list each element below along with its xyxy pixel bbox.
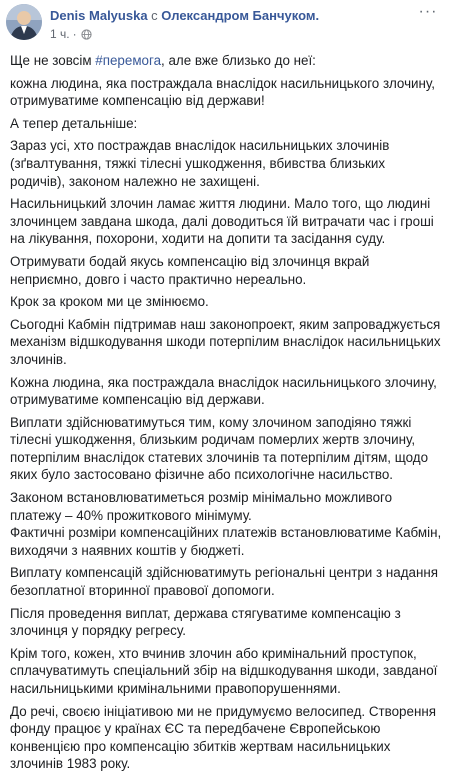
post-paragraph: Отримувати бодай якусь компенсацію від злочинця вкрай неприємно, довго і часто практично нереально. bbox=[10, 253, 370, 287]
author-line bbox=[50, 8, 319, 24]
post-paragraph: Крім того, кожен, хто вчинив злочин або кримінальний проступок, сплачуватимуть спеціальний збір на відшкодування шкоди, завданої насильницькими кримінальними правопорушеннями. bbox=[10, 645, 438, 696]
post-text bbox=[10, 52, 442, 778]
post-paragraph: кожна людина, яка постраждала внаслідок насильницького злочину, отримуватиме компенсацію від держави! bbox=[10, 75, 436, 109]
post-paragraph: Після проведення виплат, держава стягуватиме компенсацію з злочинця у порядку регресу. bbox=[10, 605, 401, 639]
post-paragraph: Насильницький злочин ламає життя людини. Мало того, що людині злочинцем завдана шкода, далі доводиться їй витрачати час і гроші на лікування, похорони, ходити на допити та засідання суду. bbox=[10, 196, 434, 247]
post-paragraph: Виплату компенсацій здійснюватимуть регіональні центри з надання безоплатної вторинної правової допомоги. bbox=[10, 565, 438, 599]
post-paragraph: Крок за кроком ми це змінюємо. bbox=[10, 294, 209, 310]
avatar[interactable] bbox=[6, 4, 42, 40]
post-paragraph: Сьогодні Кабмін підтримав наш законопроект, яким запроваджується механізм відшкодування шкоди потерпілим внаслідок насильницьких злочинів. bbox=[10, 316, 441, 367]
more-options-icon[interactable]: ··· bbox=[418, 3, 438, 20]
post-text-fragment: Фактичні розміри компенсаційних платежів встановлюватиме Кабмін, виходячи з наявних коштів у бюджеті. bbox=[10, 525, 442, 558]
post-header bbox=[0, 0, 449, 52]
post-paragraph: А тепер детальніше: bbox=[10, 115, 138, 131]
post-meta bbox=[50, 27, 92, 43]
meta-separator: · bbox=[72, 27, 77, 41]
with-label: с bbox=[151, 8, 158, 23]
globe-icon[interactable] bbox=[81, 29, 92, 43]
author-name-link[interactable]: Denis Malyuska bbox=[50, 8, 148, 23]
post-paragraph bbox=[10, 489, 442, 559]
post-timestamp-link[interactable]: 1 ч. bbox=[50, 27, 70, 41]
post-text-fragment: Законом встановлюватиметься розмір мінімально можливого платежу – 40% прожиткового мінімуму. bbox=[10, 490, 393, 523]
post-paragraph: Зараз усі, хто постраждав внаслідок насильницьких злочинів (зґвалтування, тяжкі тілесні ушкодження, вбивства близьких родичів), законом належно не захищені. bbox=[10, 138, 390, 189]
tagged-user-link[interactable]: Олександром Банчуком. bbox=[161, 8, 320, 23]
post-text-fragment: , але вже близько до неї: bbox=[161, 53, 316, 68]
post-paragraph: Виплати здійснюватимуться тим, кому злочином заподіяно тяжкі тілесні ушкодження, близьким родичам померлих жертв злочину, потерпілим внаслідок статевих злочинів та потерпілим дітям, щодо яких було застосовано фізичне або психологічне насильство. bbox=[10, 414, 429, 483]
post-paragraph: До речі, своєю ініціативою ми не придумуємо велосипед. Створення фонду працює у країнах ЄС та передбачене Європейською конвенцією про компенсацію збитків жертвам насильницьких злочинів 1983 року. bbox=[10, 703, 436, 772]
post-paragraph: Кожна людина, яка постраждала внаслідок насильницького злочину, отримуватиме компенсацію від держави. bbox=[10, 374, 437, 408]
post-paragraph bbox=[10, 52, 442, 70]
post-text-fragment: Ще не зовсім bbox=[10, 53, 96, 68]
hashtag-link[interactable]: #перемога bbox=[95, 53, 162, 68]
